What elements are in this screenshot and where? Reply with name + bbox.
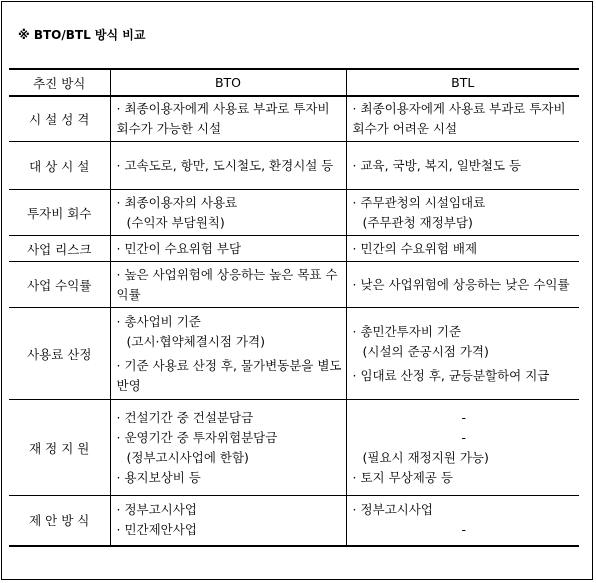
table-row (9, 496, 579, 546)
btl-line: · 주무관청의 시설임대료 (352, 194, 486, 210)
bto-cell (110, 400, 346, 496)
header-btl: BTL (346, 69, 579, 96)
bto-line: · 높은 사업위험에 상응하는 높은 목표 수익률 (116, 266, 338, 302)
btl-line: · 낮은 사업위험에 상응하는 낮은 수익률 (352, 276, 570, 292)
bto-cell (110, 308, 346, 400)
bto-cell (110, 96, 346, 142)
bto-cell (110, 496, 346, 546)
table-row (9, 190, 579, 236)
bto-line: (고시·협약체결시점 가격) (126, 333, 265, 349)
bto-line: · 기준 사용료 산정 후, 물가변동분을 별도 반영 (116, 357, 342, 393)
bto-line: (수익자 부담원칙) (126, 214, 225, 230)
btl-cell (346, 96, 579, 142)
row-label: 대 상 시 설 (9, 142, 110, 190)
table-row (9, 308, 579, 400)
btl-cell (346, 262, 579, 308)
bto-cell (110, 262, 346, 308)
btl-line: - (461, 409, 466, 425)
header-bto: BTO (110, 69, 346, 96)
table-row (9, 400, 579, 496)
page-title: ※ BTO/BTL 방식 비교 (18, 28, 146, 42)
row-label: 제 안 방 식 (9, 496, 110, 546)
bto-line: · 건설기간 중 건설분담금 (116, 409, 254, 425)
btl-line: · 토지 무상제공 등 (352, 469, 453, 485)
btl-line: · 민간의 수요위험 배제 (352, 240, 478, 256)
row-label: 사용료 산정 (9, 308, 110, 400)
btl-cell (346, 308, 579, 400)
bto-line: · 최종이용자에게 사용료 부과로 투자비 회수가 가능한 시설 (116, 101, 330, 136)
btl-cell (346, 236, 579, 262)
btl-cell (346, 190, 579, 236)
bto-line: · 민간이 수요위험 부담 (116, 240, 242, 256)
btl-cell (346, 142, 579, 190)
bto-line: · 총사업비 기준 (116, 313, 201, 329)
btl-cell (346, 496, 579, 546)
btl-line: · 최종이용자에게 사용료 부과로 투자비 회수가 어려운 시설 (352, 101, 566, 136)
table-row (9, 236, 579, 262)
bto-line: · 최종이용자의 사용료 (116, 194, 238, 210)
comparison-table (9, 68, 579, 547)
btl-line: - (461, 429, 466, 445)
row-label: 사업 리스크 (9, 236, 110, 262)
header-method: 추진 방식 (9, 69, 110, 96)
row-label: 시 설 성 격 (9, 96, 110, 142)
bto-line: · 민간제안사업 (116, 522, 197, 538)
bto-cell (110, 190, 346, 236)
btl-line: (필요시 재정지원 가능) (362, 449, 489, 465)
btl-line: · 임대료 산정 후, 균등분할하여 지급 (352, 367, 550, 383)
row-label: 투자비 회수 (9, 190, 110, 236)
bto-line: · 정부고시사업 (116, 502, 197, 518)
bto-line: · 고속도로, 항만, 도시철도, 환경시설 등 (116, 157, 334, 173)
btl-line: · 정부고시사업 (352, 502, 433, 518)
bto-cell (110, 236, 346, 262)
table-row (9, 142, 579, 190)
btl-line: (주무관청 재정부담) (362, 214, 473, 230)
row-label: 사업 수익률 (9, 262, 110, 308)
bto-cell (110, 142, 346, 190)
table-row (9, 262, 579, 308)
table-header-row (9, 69, 579, 96)
btl-cell (346, 400, 579, 496)
bto-line: · 용지보상비 등 (116, 469, 201, 485)
btl-line: (시설의 준공시점 가격) (362, 343, 489, 359)
btl-line: - (461, 522, 466, 538)
btl-line: · 총민간투자비 기준 (352, 323, 462, 339)
bto-line: (정부고시사업에 한함) (126, 449, 249, 465)
row-label: 재 정 지 원 (9, 400, 110, 496)
table-row (9, 96, 579, 142)
bto-line: · 운영기간 중 투자위험분담금 (116, 429, 278, 445)
btl-line: · 교육, 국방, 복지, 일반철도 등 (352, 157, 522, 173)
